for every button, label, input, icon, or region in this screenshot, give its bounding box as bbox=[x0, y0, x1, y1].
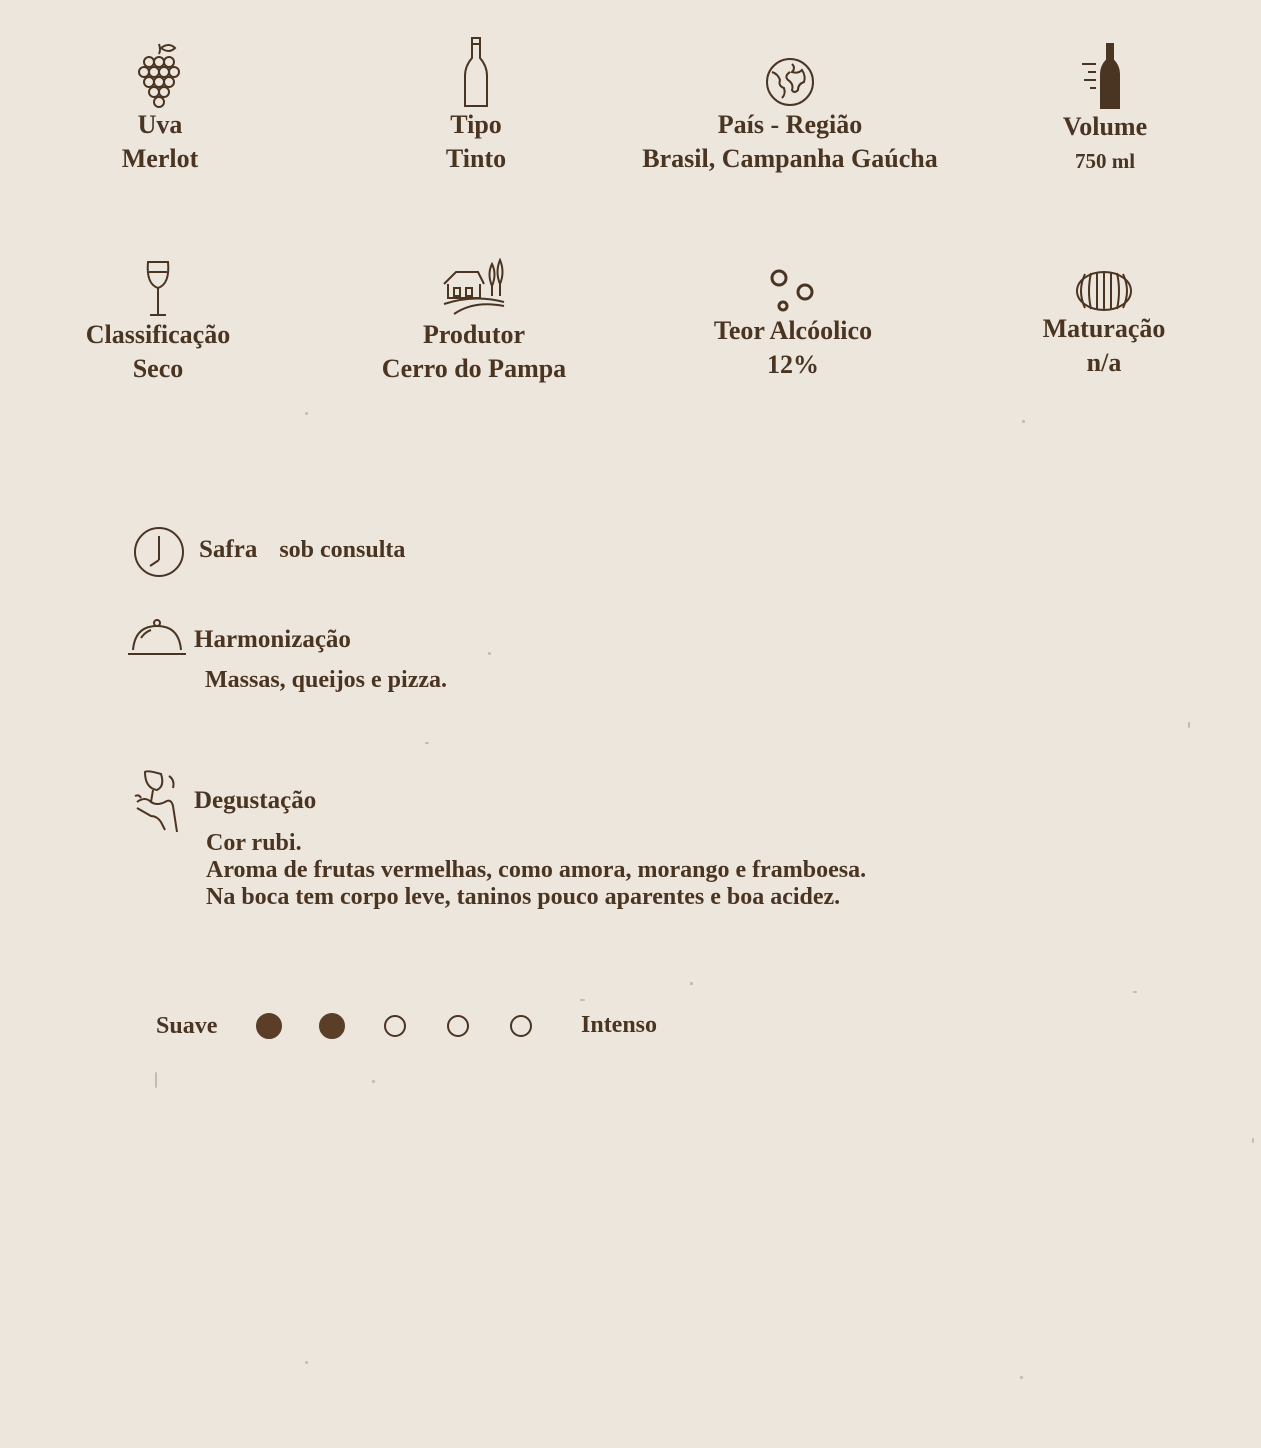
intensity-dot-filled bbox=[256, 1013, 282, 1039]
tasting-hand-icon bbox=[133, 768, 183, 834]
globe-icon bbox=[764, 56, 816, 108]
spec-produtor bbox=[324, 258, 624, 386]
spec-label: País - Região bbox=[717, 110, 863, 139]
spec-label: Volume bbox=[1062, 112, 1148, 141]
spec-classificacao bbox=[8, 260, 308, 386]
spec-label: Teor Alcóolico bbox=[713, 316, 873, 345]
safra-label: Safra bbox=[199, 536, 258, 563]
bottle-volume-icon bbox=[1080, 42, 1130, 110]
barrel-icon bbox=[1075, 270, 1133, 312]
grape-icon bbox=[135, 42, 185, 108]
bottle-icon bbox=[461, 36, 491, 108]
spec-label: Produtor bbox=[422, 320, 526, 349]
spec-label: Tipo bbox=[450, 110, 502, 139]
spec-maturacao bbox=[954, 270, 1254, 380]
degustacao-line: Na boca tem corpo leve, taninos pouco aparentes e boa acidez. bbox=[206, 884, 841, 910]
intensity-dot-empty bbox=[447, 1015, 469, 1037]
spec-volume bbox=[955, 42, 1255, 178]
spec-value: Seco bbox=[132, 354, 184, 383]
wine-glass-icon bbox=[144, 260, 172, 318]
intensity-dot-empty bbox=[510, 1015, 532, 1037]
degustacao-label: Degustação bbox=[194, 787, 317, 814]
spec-value: Brasil, Campanha Gaúcha bbox=[642, 144, 938, 173]
spec-label: Maturação bbox=[1042, 314, 1166, 343]
intensity-dot-empty bbox=[384, 1015, 406, 1037]
intensity-left-label: Suave bbox=[156, 1013, 218, 1039]
spec-pais-regiao bbox=[640, 56, 940, 176]
spec-uva bbox=[10, 42, 310, 176]
spec-label: Uva bbox=[137, 110, 183, 139]
spec-value: Merlot bbox=[121, 144, 199, 173]
spec-value: 750 ml bbox=[1074, 149, 1136, 173]
spec-label: Classificação bbox=[85, 320, 231, 349]
intensity-dot-filled bbox=[319, 1013, 345, 1039]
clock-icon bbox=[133, 526, 185, 578]
spec-value: Cerro do Pampa bbox=[381, 354, 567, 383]
cloche-icon bbox=[127, 618, 187, 658]
intensity-right-label: Intenso bbox=[581, 1012, 658, 1038]
bubbles-icon bbox=[769, 268, 817, 314]
spec-value: 12% bbox=[767, 350, 819, 379]
farm-icon bbox=[442, 258, 506, 318]
harmonizacao-text: Massas, queijos e pizza. bbox=[205, 667, 447, 693]
spec-value: n/a bbox=[1086, 348, 1122, 377]
degustacao-line: Aroma de frutas vermelhas, como amora, morango e framboesa. bbox=[206, 857, 867, 883]
spec-teor-alcoolico bbox=[643, 268, 943, 382]
degustacao-line: Cor rubi. bbox=[206, 830, 302, 856]
spec-value: Tinto bbox=[445, 144, 507, 173]
safra-value: sob consulta bbox=[279, 537, 406, 563]
spec-tipo bbox=[326, 36, 626, 176]
harmonizacao-label: Harmonização bbox=[194, 626, 351, 653]
